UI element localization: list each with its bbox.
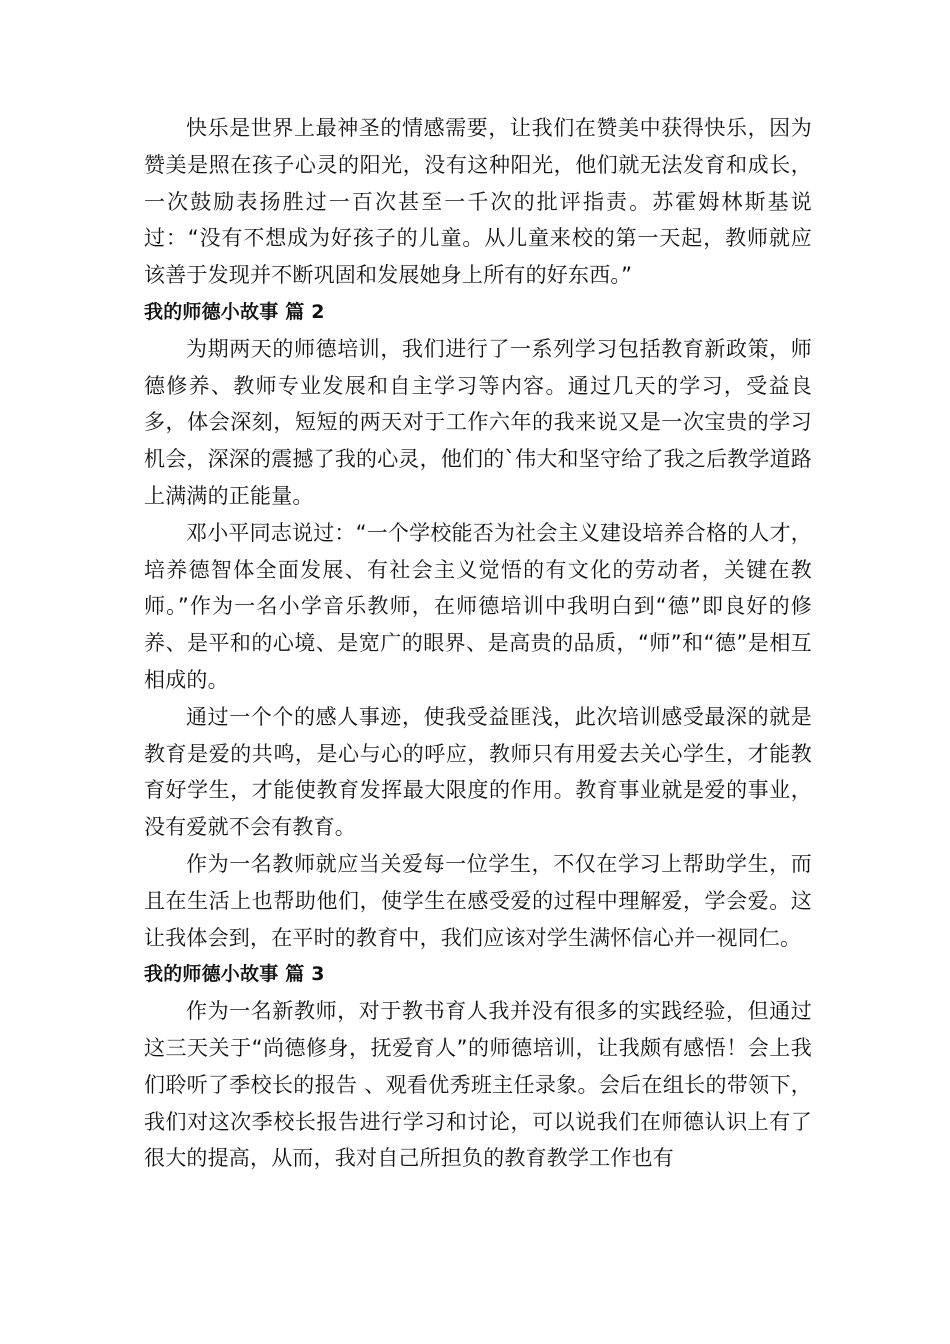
paragraph: 通过一个个的感人事迹，使我受益匪浅，此次培训感受最深的就是教育是爱的共鸣，是心与心的呼应，教师只有用爱去关心学生，才能教育好学生，才能使教育发挥最大限度的作用。教育事业就是爱的事业，没有爱就不会有教育。	[144, 704, 812, 840]
section-heading: 我的师德小故事 篇 2	[144, 300, 325, 323]
paragraph: 作为一名教师就应当关爱每一位学生，不仅在学习上帮助学生，而且在生活上也帮助他们，使学生在感受爱的过程中理解爱，学会爱。这让我体会到，在平时的教育中，我们应该对学生满怀信心并一视同仁。	[144, 851, 812, 950]
document-page	[144, 110, 812, 1177]
section-story-2	[144, 294, 812, 956]
section-story-3	[144, 956, 812, 1177]
paragraph: 邓小平同志说过：“一个学校能否为社会主义建设培养合格的人才，培养德智体全面发展、有社会主义觉悟的有文化的劳动者，关键在教师。”作为一名小学音乐教师，在师德培训中我明白到“德”即良好的修养、是平和的心境、是宽广的眼界、是高贵的品质，“师”和“德”是相互相成的。	[144, 520, 812, 692]
paragraph: 为期两天的师德培训，我们进行了一系列学习包括教育新政策，师德修养、教师专业发展和自主学习等内容。通过几天的学习，受益良多，体会深刻，短短的两天对于工作六年的我来说又是一次宝贵的学习机会，深深的震撼了我的心灵，他们的`伟大和坚守给了我之后教学道路上满满的正能量。	[144, 336, 812, 508]
paragraph: 作为一名新教师，对于教书育人我并没有很多的实践经验，但通过这三天关于“尚德修身，抚爱育人”的师德培训，让我颇有感悟！会上我们聆听了季校长的报告 、观看优秀班主任录象。会后在组长的带领下，我们对这次季校长报告进行学习和讨论，可以说我们在师德认识上有了很大的提高，从而，我对自己所担负的教育教学工作也有	[144, 999, 812, 1171]
section-heading: 我的师德小故事 篇 3	[144, 963, 325, 986]
paragraph: 快乐是世界上最神圣的情感需要，让我们在赞美中获得快乐，因为赞美是照在孩子心灵的阳光，没有这种阳光，他们就无法发育和成长，一次鼓励表扬胜过一百次甚至一千次的批评指责。苏霍姆林斯基说过：“没有不想成为好孩子的儿童。从儿童来校的第一天起，教师就应该善于发现并不断巩固和发展她身上所有的好东西。”	[144, 116, 812, 288]
section-intro	[144, 110, 812, 294]
